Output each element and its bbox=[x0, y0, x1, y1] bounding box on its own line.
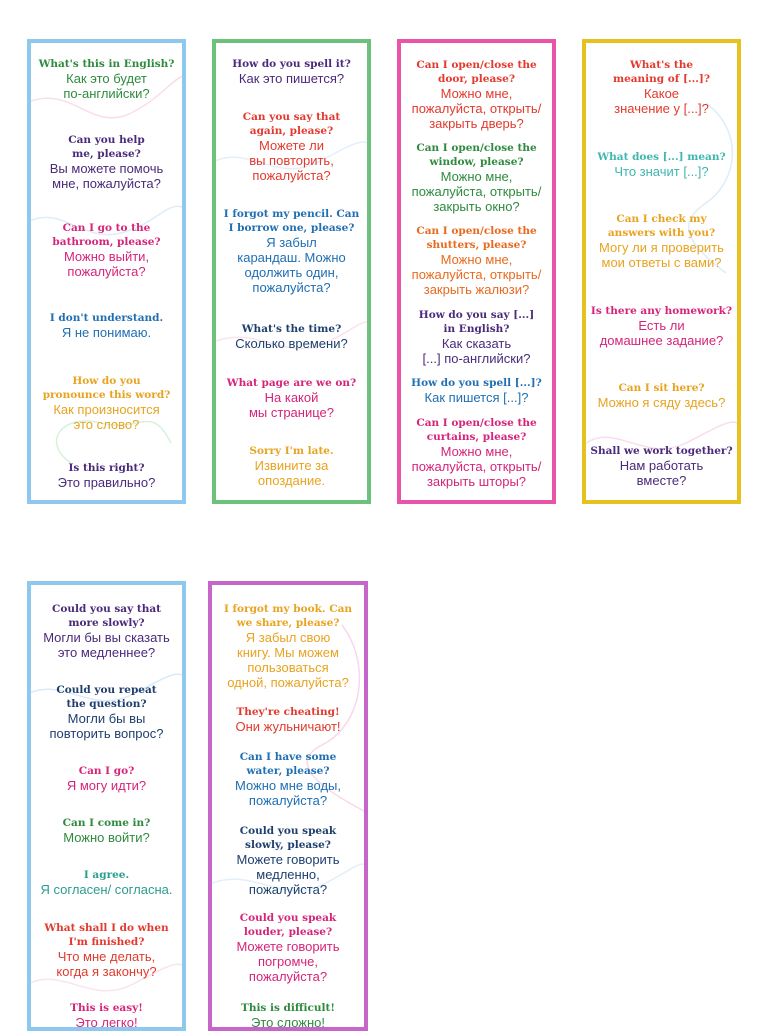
english-phrase: I forgot my pencil. Can I borrow one, please? bbox=[223, 208, 360, 234]
phrase-block bbox=[212, 705, 364, 734]
english-phrase: How do you spell [...]? bbox=[411, 377, 542, 389]
russian-phrase: Как это будет по-английски? bbox=[63, 71, 150, 101]
russian-phrase: Это правильно? bbox=[57, 475, 156, 490]
russian-phrase: Вы можете помочь мне, пожалуйста? bbox=[49, 161, 164, 191]
russian-phrase: Можно мне, пожалуйста, открыть/ закрыть жалюзи? bbox=[411, 252, 542, 297]
english-phrase: Can I sit here? bbox=[618, 382, 705, 394]
english-phrase: Can you say that again, please? bbox=[242, 111, 341, 137]
english-phrase: This is difficult! bbox=[241, 1002, 335, 1014]
phrase-block bbox=[212, 911, 364, 984]
english-phrase: They're cheating! bbox=[236, 706, 340, 718]
phrase-block bbox=[31, 921, 182, 979]
russian-phrase: Как пишется [...]? bbox=[424, 390, 529, 405]
phrase-block bbox=[401, 141, 552, 214]
russian-phrase: Можно я сяду здесь? bbox=[597, 395, 726, 410]
bookmark-card-5 bbox=[27, 581, 186, 1031]
english-phrase: Could you speak slowly, please? bbox=[239, 825, 337, 851]
english-phrase: I agree. bbox=[83, 869, 130, 881]
phrase-block bbox=[586, 304, 737, 348]
english-phrase: What's this in English? bbox=[38, 58, 175, 70]
english-phrase: How do you spell it? bbox=[232, 58, 351, 70]
english-phrase: Can I come in? bbox=[62, 817, 151, 829]
phrase-block bbox=[401, 308, 552, 366]
russian-phrase: Можно мне, пожалуйста, открыть/ закрыть шторы? bbox=[411, 444, 542, 489]
phrase-block bbox=[212, 602, 364, 690]
phrase-block bbox=[216, 57, 367, 86]
english-phrase: Shall we work together? bbox=[590, 445, 733, 457]
russian-phrase: Можете говорить медленно, пожалуйста? bbox=[236, 852, 340, 897]
russian-phrase: Что мне делать, когда я закончу? bbox=[56, 949, 157, 979]
russian-phrase: Извините за опоздание. bbox=[254, 458, 329, 488]
phrase-block bbox=[586, 381, 737, 410]
english-phrase: What's the time? bbox=[241, 323, 342, 335]
english-phrase: This is easy! bbox=[70, 1002, 143, 1014]
english-phrase: Sorry I'm late. bbox=[249, 445, 334, 457]
phrase-block bbox=[216, 207, 367, 295]
russian-phrase: Можно мне, пожалуйста, открыть/ закрыть окно? bbox=[411, 169, 542, 214]
russian-phrase: Можете ли вы повторить, пожалуйста? bbox=[249, 138, 334, 183]
english-phrase: Could you speak louder, please? bbox=[239, 912, 337, 938]
russian-phrase: Я согласен/ согласна. bbox=[40, 882, 173, 897]
russian-phrase: Как это пишется? bbox=[238, 71, 345, 86]
english-phrase: What page are we on? bbox=[226, 377, 357, 389]
phrase-block bbox=[216, 376, 367, 420]
phrase-block bbox=[401, 58, 552, 131]
phrase-block bbox=[216, 110, 367, 183]
phrase-block bbox=[586, 212, 737, 270]
russian-phrase: Сколько времени? bbox=[235, 336, 348, 351]
english-phrase: Could you repeat the question? bbox=[56, 684, 157, 710]
english-phrase: I don't understand. bbox=[49, 312, 164, 324]
russian-phrase: Это легко! bbox=[75, 1015, 138, 1030]
english-phrase: What's the meaning of [...]? bbox=[612, 59, 711, 85]
phrase-block bbox=[216, 322, 367, 351]
russian-phrase: Могли бы вы повторить вопрос? bbox=[49, 711, 164, 741]
phrase-block bbox=[212, 1001, 364, 1030]
russian-phrase: Я могу идти? bbox=[66, 778, 147, 793]
russian-phrase: Могу ли я проверить мои ответы с вами? bbox=[599, 240, 724, 270]
russian-phrase: Можно выйти, пожалуйста? bbox=[63, 249, 150, 279]
english-phrase: I forgot my book. Can we share, please? bbox=[223, 603, 353, 629]
russian-phrase: Можно мне, пожалуйста, открыть/ закрыть дверь? bbox=[411, 86, 542, 131]
phrase-block bbox=[586, 150, 737, 179]
russian-phrase: На какой мы странице? bbox=[248, 390, 334, 420]
phrase-block bbox=[31, 868, 182, 897]
phrase-block bbox=[31, 221, 182, 279]
russian-phrase: Можете говорить погромче, пожалуйста? bbox=[236, 939, 340, 984]
russian-phrase: Как произносится это слово? bbox=[53, 402, 160, 432]
russian-phrase: Можно войти? bbox=[63, 830, 150, 845]
english-phrase: How do you pronounce this word? bbox=[42, 375, 171, 401]
phrase-block bbox=[31, 374, 182, 432]
phrase-block bbox=[31, 1001, 182, 1030]
phrase-block bbox=[401, 224, 552, 297]
russian-phrase: Я забыл свою книгу. Мы можем пользоваться одной, пожалуйста? bbox=[227, 630, 349, 690]
phrase-block bbox=[31, 602, 182, 660]
phrase-block bbox=[586, 444, 737, 488]
russian-phrase: Есть ли домашнее задание? bbox=[599, 318, 724, 348]
russian-phrase: Нам работать вместе? bbox=[619, 458, 704, 488]
phrase-block bbox=[216, 444, 367, 488]
phrase-block bbox=[31, 311, 182, 340]
phrase-block bbox=[31, 683, 182, 741]
english-phrase: Can I check my answers with you? bbox=[607, 213, 716, 239]
english-phrase: Can I open/close the door, please? bbox=[416, 59, 537, 85]
russian-phrase: Я не понимаю. bbox=[61, 325, 152, 340]
russian-phrase: Можно мне воды, пожалуйста? bbox=[235, 778, 341, 808]
phrase-block bbox=[401, 376, 552, 405]
english-phrase: How do you say [...] in English? bbox=[418, 309, 535, 335]
russian-phrase: Что значит [...]? bbox=[614, 164, 709, 179]
phrase-block bbox=[31, 57, 182, 101]
english-phrase: Can you help me, please? bbox=[68, 134, 145, 160]
russian-phrase: Я забыл карандаш. Можно одолжить один, пожалуйста? bbox=[237, 235, 346, 295]
russian-phrase: Могли бы вы сказать это медленнее? bbox=[43, 630, 170, 660]
bookmark-card-2 bbox=[212, 39, 371, 504]
phrase-block bbox=[31, 461, 182, 490]
bookmark-card-4 bbox=[582, 39, 741, 504]
phrase-block bbox=[212, 824, 364, 897]
english-phrase: Can I open/close the shutters, please? bbox=[416, 225, 537, 251]
russian-phrase: Они жульничают! bbox=[235, 719, 341, 734]
phrase-block bbox=[401, 416, 552, 489]
bookmark-card-1 bbox=[27, 39, 186, 504]
english-phrase: What shall I do when I'm finished? bbox=[44, 922, 169, 948]
phrase-block bbox=[31, 133, 182, 191]
bookmark-card-3 bbox=[397, 39, 556, 504]
english-phrase: Can I have some water, please? bbox=[239, 751, 337, 777]
english-phrase: Is this right? bbox=[68, 462, 145, 474]
russian-phrase: Какое значение у [...]? bbox=[614, 86, 709, 116]
english-phrase: Can I open/close the curtains, please? bbox=[416, 417, 537, 443]
phrase-block bbox=[31, 764, 182, 793]
english-phrase: Could you say that more slowly? bbox=[52, 603, 161, 629]
english-phrase: What does [...] mean? bbox=[597, 151, 726, 163]
phrase-block bbox=[586, 58, 737, 116]
russian-phrase: Как сказать [...] по-английски? bbox=[422, 336, 531, 366]
phrase-block bbox=[31, 816, 182, 845]
english-phrase: Can I go to the bathroom, please? bbox=[52, 222, 161, 248]
english-phrase: Can I open/close the window, please? bbox=[416, 142, 537, 168]
english-phrase: Can I go? bbox=[78, 765, 135, 777]
russian-phrase: Это сложно! bbox=[250, 1015, 326, 1030]
phrase-block bbox=[212, 750, 364, 808]
bookmark-card-6 bbox=[208, 581, 368, 1031]
english-phrase: Is there any homework? bbox=[590, 305, 733, 317]
